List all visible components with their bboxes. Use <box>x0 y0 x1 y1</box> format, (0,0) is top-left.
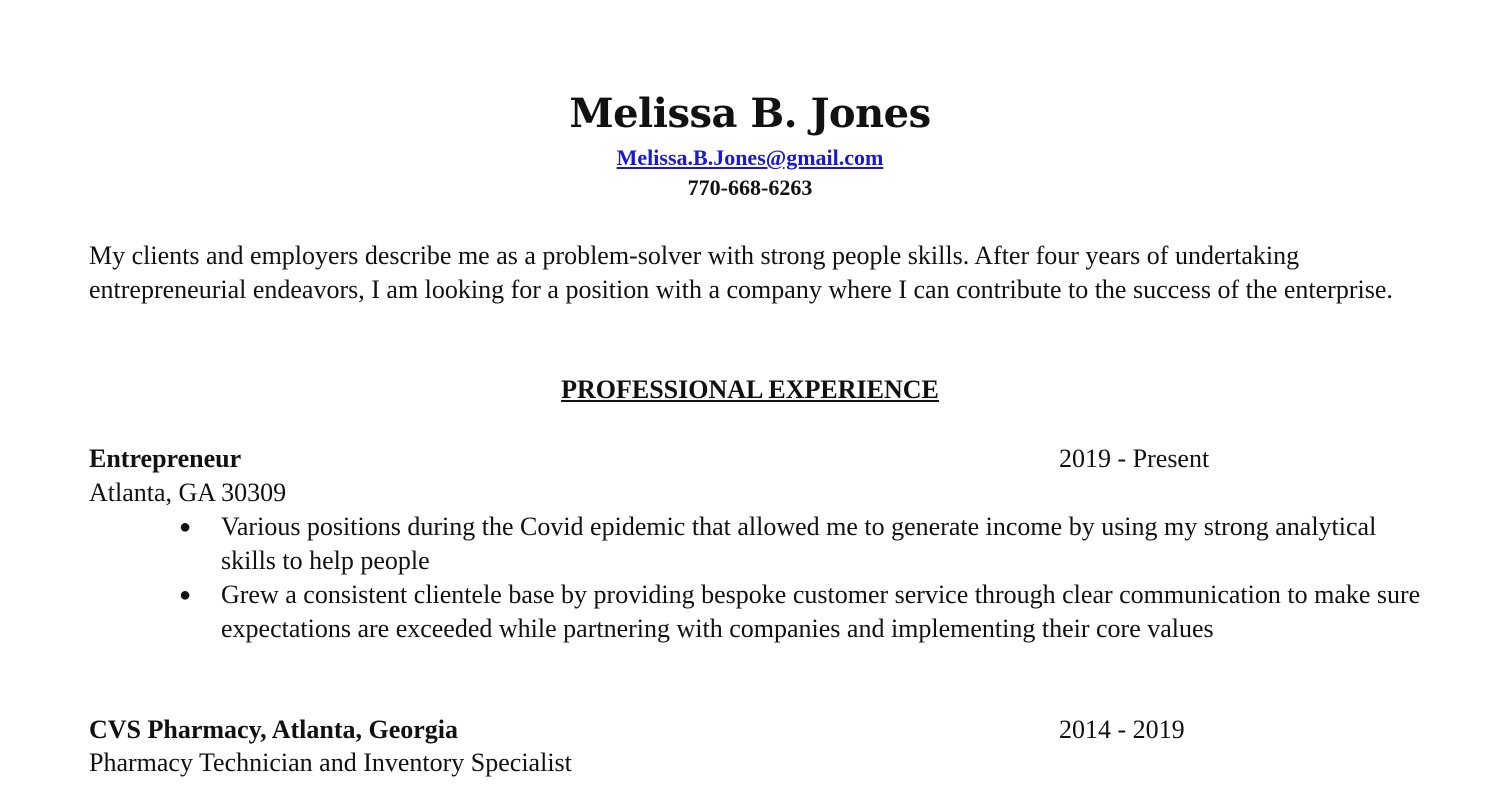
job-title: Entrepreneur <box>89 444 242 473</box>
bullet-dot-icon: ● <box>179 516 192 538</box>
email-link[interactable]: Melissa.B.Jones@gmail.com <box>616 145 884 170</box>
job-dates: 2014 - 2019 <box>1059 715 1185 744</box>
phone-number: 770-668-6263 <box>687 175 813 200</box>
section-heading-experience: PROFESSIONAL EXPERIENCE <box>561 375 939 404</box>
summary-paragraph: My clients and employers describe me as a problem-solver with strong people skills. After four years of undertaking entrepreneurial endeavors, I am looking for a position with a company where I can contribute to the success of the enterprise. <box>89 241 1393 304</box>
bullet-dot-icon: ● <box>179 584 192 606</box>
job-bullet-list <box>179 510 1421 646</box>
job-location: Atlanta, GA 30309 <box>89 478 287 507</box>
job-position: Pharmacy Technician and Inventory Specialist <box>89 748 572 777</box>
job-dates: 2019 - Present <box>1059 444 1210 473</box>
list-item <box>179 578 1421 646</box>
list-item <box>179 510 1421 578</box>
job-title: CVS Pharmacy, Atlanta, Georgia <box>89 715 459 744</box>
bullet-text: Various positions during the Covid epidemic that allowed me to generate income by using my strong analytical skills to help people <box>221 512 1377 575</box>
email-line <box>0 145 1500 171</box>
bullet-text: Grew a consistent clientele base by providing bespoke customer service through clear communication to make sure expectations are exceeded while partnering with companies and implementing their core values <box>221 580 1421 643</box>
candidate-name: Melissa B. Jones <box>569 90 931 137</box>
